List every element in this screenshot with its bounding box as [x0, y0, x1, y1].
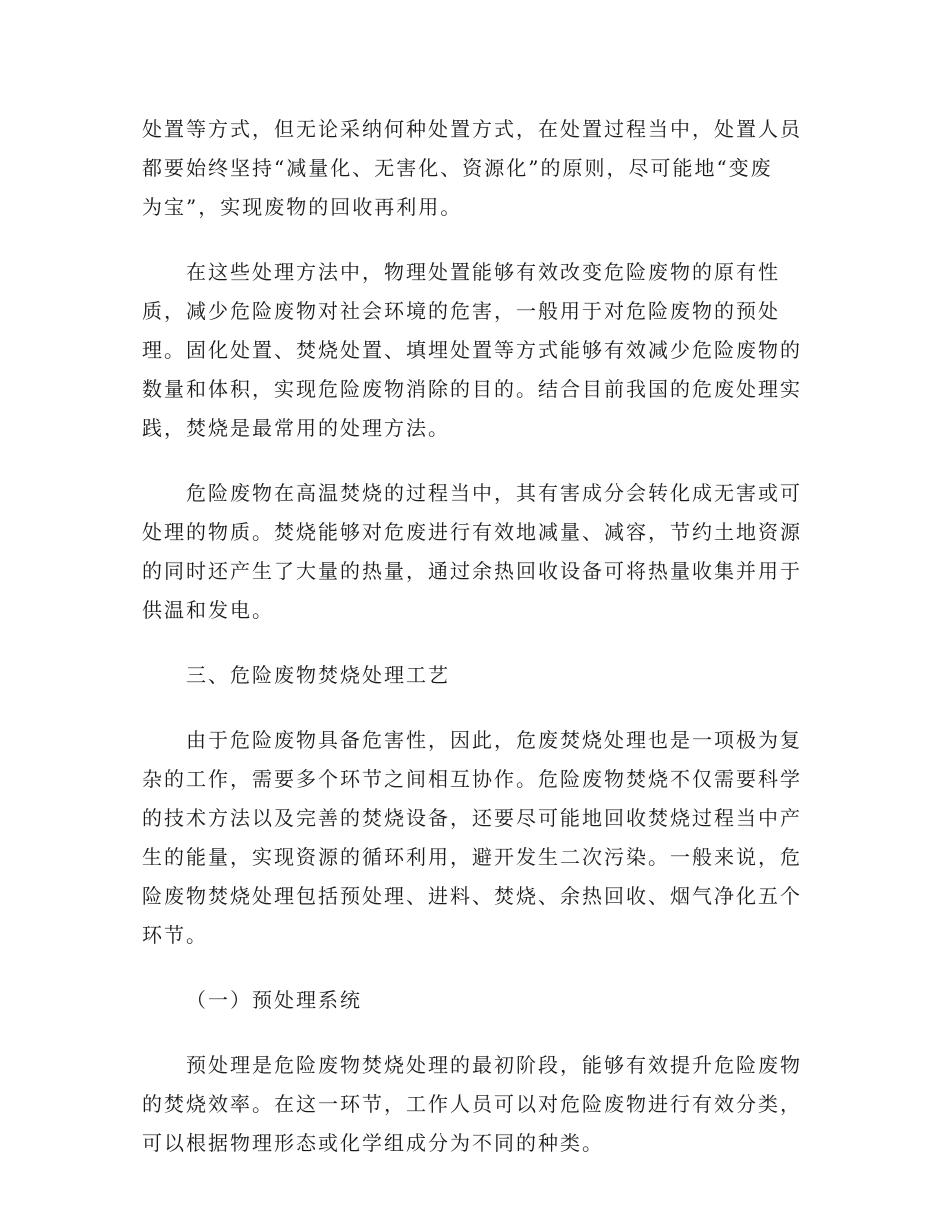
- text-line: 理。固化处置、焚烧处置、填埋处置等方式能够有效减少危险废物的: [142, 338, 802, 362]
- section-heading: [142, 656, 802, 695]
- document-body: [142, 110, 802, 1189]
- text-line: 都要始终坚持“减量化、无害化、资源化”的原则，尽可能地“变废: [142, 156, 773, 180]
- text-line: 杂的工作，需要多个环节之间相互协作。危险废物焚烧不仅需要科学: [142, 767, 802, 791]
- section-heading-text: 三、危险废物焚烧处理工艺: [186, 663, 450, 687]
- text-line: 可以根据物理形态或化学组成分为不同的种类。: [142, 1131, 604, 1155]
- subsection-heading: [142, 981, 802, 1020]
- paragraph-physical-treatment: [142, 253, 802, 448]
- text-line: 的技术方法以及完善的焚烧设备，还要尽可能地回收焚烧过程当中产: [142, 806, 802, 830]
- text-line: 处理的物质。焚烧能够对危废进行有效地减量、减容，节约土地资源: [142, 520, 802, 544]
- text-line: 由于危险废物具备危害性，因此，危废焚烧处理也是一项极为复: [186, 728, 802, 752]
- text-line: 环节。: [142, 923, 208, 947]
- text-line: 险废物焚烧处理包括预处理、进料、焚烧、余热回收、烟气净化五个: [142, 884, 802, 908]
- text-line: 生的能量，实现资源的循环利用，避开发生二次污染。一般来说，危: [142, 845, 802, 869]
- text-line: 践，焚烧是最常用的处理方法。: [142, 416, 450, 440]
- paragraph-process-overview: [142, 721, 802, 955]
- text-line: 供温和发电。: [142, 598, 274, 622]
- text-line: 在这些处理方法中，物理处置能够有效改变危险废物的原有性: [186, 260, 780, 284]
- paragraph-pretreatment: [142, 1046, 802, 1163]
- paragraph-disposal-principles: [142, 110, 802, 227]
- paragraph-incineration-benefits: [142, 474, 802, 630]
- text-line: 预处理是危险废物焚烧处理的最初阶段，能够有效提升危险废物: [186, 1053, 802, 1077]
- text-line: 危险废物在高温焚烧的过程当中，其有害成分会转化成无害或可: [186, 481, 802, 505]
- text-line: 质，减少危险废物对社会环境的危害，一般用于对危险废物的预处: [142, 299, 780, 323]
- text-line: 数量和体积，实现危险废物消除的目的。结合目前我国的危废处理实: [142, 377, 802, 401]
- subsection-heading-text: （一）预处理系统: [186, 988, 362, 1012]
- text-line: 的同时还产生了大量的热量，通过余热回收设备可将热量收集并用于: [142, 559, 802, 583]
- text-line: 为宝”，实现废物的回收再利用。: [142, 195, 463, 219]
- text-line: 处置等方式，但无论采纳何种处置方式，在处置过程当中，处置人员: [142, 117, 802, 141]
- text-line: 的焚烧效率。在这一环节，工作人员可以对危险废物进行有效分类，: [142, 1092, 802, 1116]
